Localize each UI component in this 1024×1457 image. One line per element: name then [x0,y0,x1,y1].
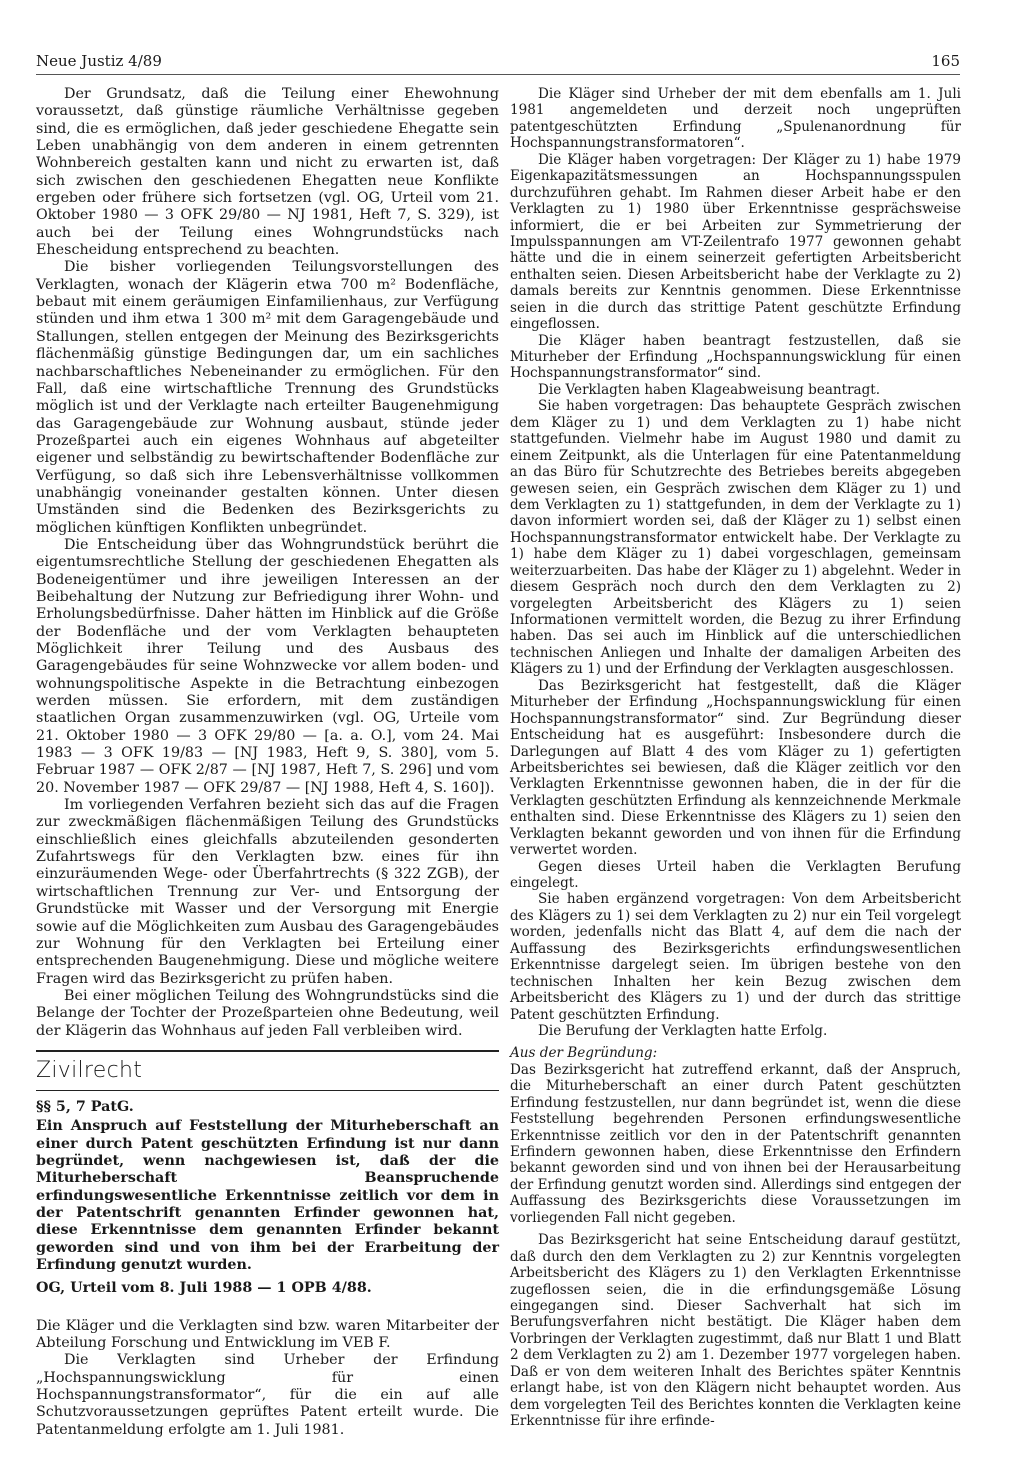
paragraph: Die bisher vorliegenden Teilungsvorstellungen des Verklagten, wonach der Klägerin etwa 700 m² Bodenfläche, bebaut mit einem geräumigen Einfamilienhaus, zur Verfügung stünden und ihm etwa 1 300 m² mit dem Garagengebäude und Stallungen, stellen entgegen der Meinung des Bezirksgerichts flächenmäßig günstige Bedingungen dar, um ein sachliches nachbarschaftliches Nebeneinander zu ermöglichen. Für den Fall, daß eine wirtschaftliche Trennung des Grundstücks möglich ist und der Verklagte nach erteilter Baugenehmigung das Garagengebäude zur Wohnung ausbaut, stünde jeder Prozeßpartei auch ein eigenes Wohnhaus auf abgeteilter eigener und selbständig zu bewirtschaftender Bodenfläche zur Verfügung, so daß sich ihre Lebensverhältnisse vollkommen unabhängig voneinander gestalten können. Unter diesen Umständen sind die Bedenken des Bezirksgerichts zu möglichen künftigen Konflikten unbegründet. [36,259,499,536]
decision-citation: OG, Urteil vom 8. Juli 1988 — 1 OPB 4/88. [36,1280,372,1297]
paragraph: Sie haben vorgetragen: Das behauptete Gespräch zwischen dem Kläger zu 1) und dem Verklagten zu 1) habe nicht stattgefunden. Vielmehr habe im August 1980 und damit zu einem Zeitpunkt, als die Unterlagen für eine Patentanmeldung an das Büro für Schutzrechte des Betriebes bereits abgegeben gewesen seien, ein Gespräch zwischen dem Kläger zu 1) und dem Verklagten zu 1) stattgefunden, in dem der Verklagte zu 1) davon informiert worden sei, daß der Kläger zu 1) selbst einen Hochspannungstransformator entwickelt habe. Der Verklagte zu 1) habe dem Kläger zu 1) dabei vorgeschlagen, gemeinsam weiterzuarbeiten. Das habe der Kläger zu 1) abgelehnt. Weder in diesem Gespräch noch durch den dem Verklagten zu 2) vorgelegten Arbeitsbericht des Klägers zu 1) seien Informationen vermittelt worden, die Bezug zu ihrer Erfindung haben. Das sei auch im Hinblick auf die unterschiedlichen technischen Anliegen und Inhalte der damaligen Arbeiten des Klägers zu 1) und der Erfindung der Verklagten ausgeschlossen. [510,398,961,678]
paragraph: Im vorliegenden Verfahren bezieht sich das auf die Fragen zur zweckmäßigen flächenmäßigen Teilung des Grundstücks einschließlich eines gleichfalls abzuteilenden gesonderten Zufahrtswegs für den Verklagten bzw. eines für ihn einzuräumenden Wege- oder Überfahrtrechts (§ 322 ZGB), der wirtschaftlichen Trennung zur Ver- und Entsorgung der Grundstücke mit Wasser und der Versorgung mit Energie sowie auf die Möglichkeiten zum Ausbau des Garagengebäudes zur Wohnung für den Verklagten bei Erteilung einer entsprechenden Baugenehmigung. Diese und mögliche weitere Fragen wird das Bezirksgericht zu prüfen haben. [36,797,499,987]
journal-title: Neue Justiz 4/89 [36,52,162,70]
section-divider-top [36,1050,499,1052]
page-number: 165 [931,52,960,70]
paragraph: Die Kläger und die Verklagten sind bzw. waren Mitarbeiter der Abteilung Forschung und Entwicklung im VEB F. [36,1317,499,1352]
paragraph: Das Bezirksgericht hat zutreffend erkannt, daß der Anspruch, die Miturheberschaft an einer durch Patent geschützten Erfindung festzustellen, nur dann begründet ist, wenn die diese Feststellung begehrenden Personen erfindungswesentliche Erkenntnisse zeitlich vor den in der Patentschrift genannten Erfindern gewonnen haben, diese Erkenntnisse den Erfindern bekannt geworden sind und von ihnen bei der Herausarbeitung der Erfindung genutzt worden sind. Allerdings sind entgegen der Auffassung des Bezirksgerichts diese Voraussetzungen im vorliegenden Fall nicht gegeben. [510,1061,961,1226]
paragraph: Bei einer möglichen Teilung des Wohngrundstücks sind die Belange der Tochter der Prozeßparteien ohne Bedeutung, weil der Klägerin das Wohnhaus auf jeden Fall verbleiben wird. [36,987,499,1039]
paragraph: Das Bezirksgericht hat festgestellt, daß die Kläger Miturheber der Erfindung „Hochspannungswicklung für einen Hochspannungstransformator“ sind. Zur Begründung dieser Entscheidung hat es ausgeführt: Insbesondere durch die Darlegungen auf Blatt 4 des vom Kläger zu 1) gefertigten Arbeitsberichtes sei bewiesen, daß die Kläger zeitlich vor den Verklagten Erkenntnisse gewonnen haben, die in der für die Verklagten geschützten Erfindung als kennzeichnende Merkmale enthalten sind. Diese Erkenntnisse des Klägers zu 1) seien den Verklagten bekannt geworden und von ihnen für die Erfindung verwertet worden. [510,677,961,859]
section-divider-bottom [36,1090,499,1091]
paragraph: Die Berufung der Verklagten hatte Erfolg. [538,1022,828,1039]
paragraph: Die Entscheidung über das Wohngrundstück berührt die eigentumsrechtliche Stellung der geschiedenen Ehegatten als Bodeneigentümer und ihre jeweiligen Interessen an der Beibehaltung der Nutzung zur Befriedigung ihrer Wohn- und Erholungsbedürfnisse. Daher hätten im Hinblick auf die Größe der Bodenfläche und der vom Verklagten behaupteten Möglichkeit ihrer Teilung und des Ausbaus des Garagengebäudes für seine Wohnzwecke vor allem boden- und wohnungspolitische Aspekte in die Betrachtung einbezogen werden müssen. Sie erfordern, mit dem zuständigen staatlichen Organ zusammenzuwirken (vgl. OG, Urteile vom 21. Oktober 1980 — 3 OFK 29/80 — [a. a. O.], vom 24. Mai 1983 — 3 OFK 19/83 — [NJ 1983, Heft 9, S. 380], vom 5. Februar 1987 — OFK 2/87 — [NJ 1987, Heft 7, S. 296] und vom 20. November 1987 — OFK 29/87 — [NJ 1988, Heft 4, S. 160]). [36,536,499,796]
left-column [36,86,499,1439]
page-header [36,52,960,75]
paragraph: Die Verklagten sind Urheber der Erfindung „Hochspannungswicklung für einen Hochspannungstransformator“, für die ein auf alle Schutzvoraussetzungen geprüftes Patent erteilt wurde. Die Patentanmeldung erfolgte am 1. Juli 1981. [36,1352,499,1438]
section-title: Zivilrecht [36,1057,143,1083]
paragraph: Das Bezirksgericht hat seine Entscheidung darauf gestützt, daß durch den dem Verklagten zu 2) zur Kenntnis vorgelegten Arbeitsbericht des Klägers zu 1) den Verklagten Erkenntnisse zugeflossen seien, die in die erfindungsgemäße Lösung eingegangen sind. Dieser Sachverhalt hat sich im Berufungsverfahren nicht bestätigt. Die Kläger haben dem Vorbringen der Verklagten zugestimmt, daß nur Blatt 1 und Blatt 2 dem Verklagten zu 2) am 1. Dezember 1977 vorgelegen haben. Daß er von dem weiteren Inhalt des Berichtes später Kenntnis erlangt habe, ist von den Klägern nicht behauptet worden. Aus dem vorgelegten Teil des Berichtes konnten die Verklagten keine Erkenntnisse für ihre erfinde- [510,1232,961,1429]
paragraph: Gegen dieses Urteil haben die Verklagten Berufung eingelegt. [510,858,961,891]
paragraph: Die Verklagten haben Klageabweisung beantragt. [538,381,881,398]
paragraph: Sie haben ergänzend vorgetragen: Von dem Arbeitsbericht des Klägers zu 1) sei dem Verklagten zu 2) nur ein Teil vorgelegt worden, jedenfalls nicht das Blatt 4, auf dem die nach der Auffassung des Bezirksgerichts erfindungswesentlichen Erkenntnisse dargelegt seien. Im übrigen bestehe von den technischen Inhalten her kein Bezug zwischen dem Arbeitsbericht des Klägers zu 1) und der durch das strittige Patent geschützten Erfindung. [510,891,961,1023]
paragraph: Die Kläger haben vorgetragen: Der Kläger zu 1) habe 1979 Eigenkapazitätsmessungen an Hochspannungsspulen durchzuführen gehabt. Im Rahmen dieser Arbeit habe er den Verklagten zu 1) 1980 über Erkenntnisse gesprächsweise informiert, die er bei Arbeiten zur Symmetrierung der Impulsspannungen am VT-Zeilentrafo 1977 gewonnen gehabt hätte und die in einem seinerzeit gefertigten Arbeitsbericht enthalten seien. Diesen Arbeitsbericht habe der Verklagte zu 2) damals bereits zur Kenntnis genommen. Diese Erkenntnisse seien in die durch das strittige Patent geschützte Erfindung eingeflossen. [510,151,961,333]
paragraph: Die Kläger haben beantragt festzustellen, daß sie Miturheber der Erfindung „Hochspannungswicklung für einen Hochspannungstransformator“ sind. [510,332,961,382]
paragraph: Der Grundsatz, daß die Teilung einer Ehewohnung voraussetzt, daß günstige räumliche Verhältnisse gegeben sind, die es ermöglichen, daß jeder geschiedene Ehegatte sein Leben unabhängig von dem anderen in einem getrennten Wohnbereich gestalten kann und nicht zu erwarten ist, daß sich zwischen den geschiedenen Ehegatten neue Konflikte ergeben oder frühere sich fortsetzen (vgl. OG, Urteil vom 21. Oktober 1980 — 3 OFK 29/80 — NJ 1981, Heft 7, S. 329), ist auch bei der Teilung eines Wohngrundstücks nach Ehescheidung entsprechend zu beachten. [36,86,499,259]
norm-reference: §§ 5, 7 PatG. [36,1098,134,1115]
subheading: Aus der Begründung: [510,1045,658,1062]
paragraph: Die Kläger sind Urheber der mit dem ebenfalls am 1. Juli 1981 angemeldeten und derzeit noch ungeprüften patentgeschützten Erfindung „Spulenanordnung für Hochspannungstransformatoren“. [510,86,961,152]
right-column [510,86,961,1429]
headnote: Ein Anspruch auf Feststellung der Miturheberschaft an einer durch Patent geschützten Erfindung ist nur dann begründet, wenn nachgewiesen ist, daß der die Miturheberschaft Beanspruchende erfindungswesentliche Erkenntnisse zeitlich vor dem in der Patentschrift genannten Erfinder gewonnen hat, diese Erkenntnisse dem genannten Erfinder bekannt geworden sind und von ihm bei der Erarbeitung der Erfindung genutzt wurden. [36,1118,499,1273]
